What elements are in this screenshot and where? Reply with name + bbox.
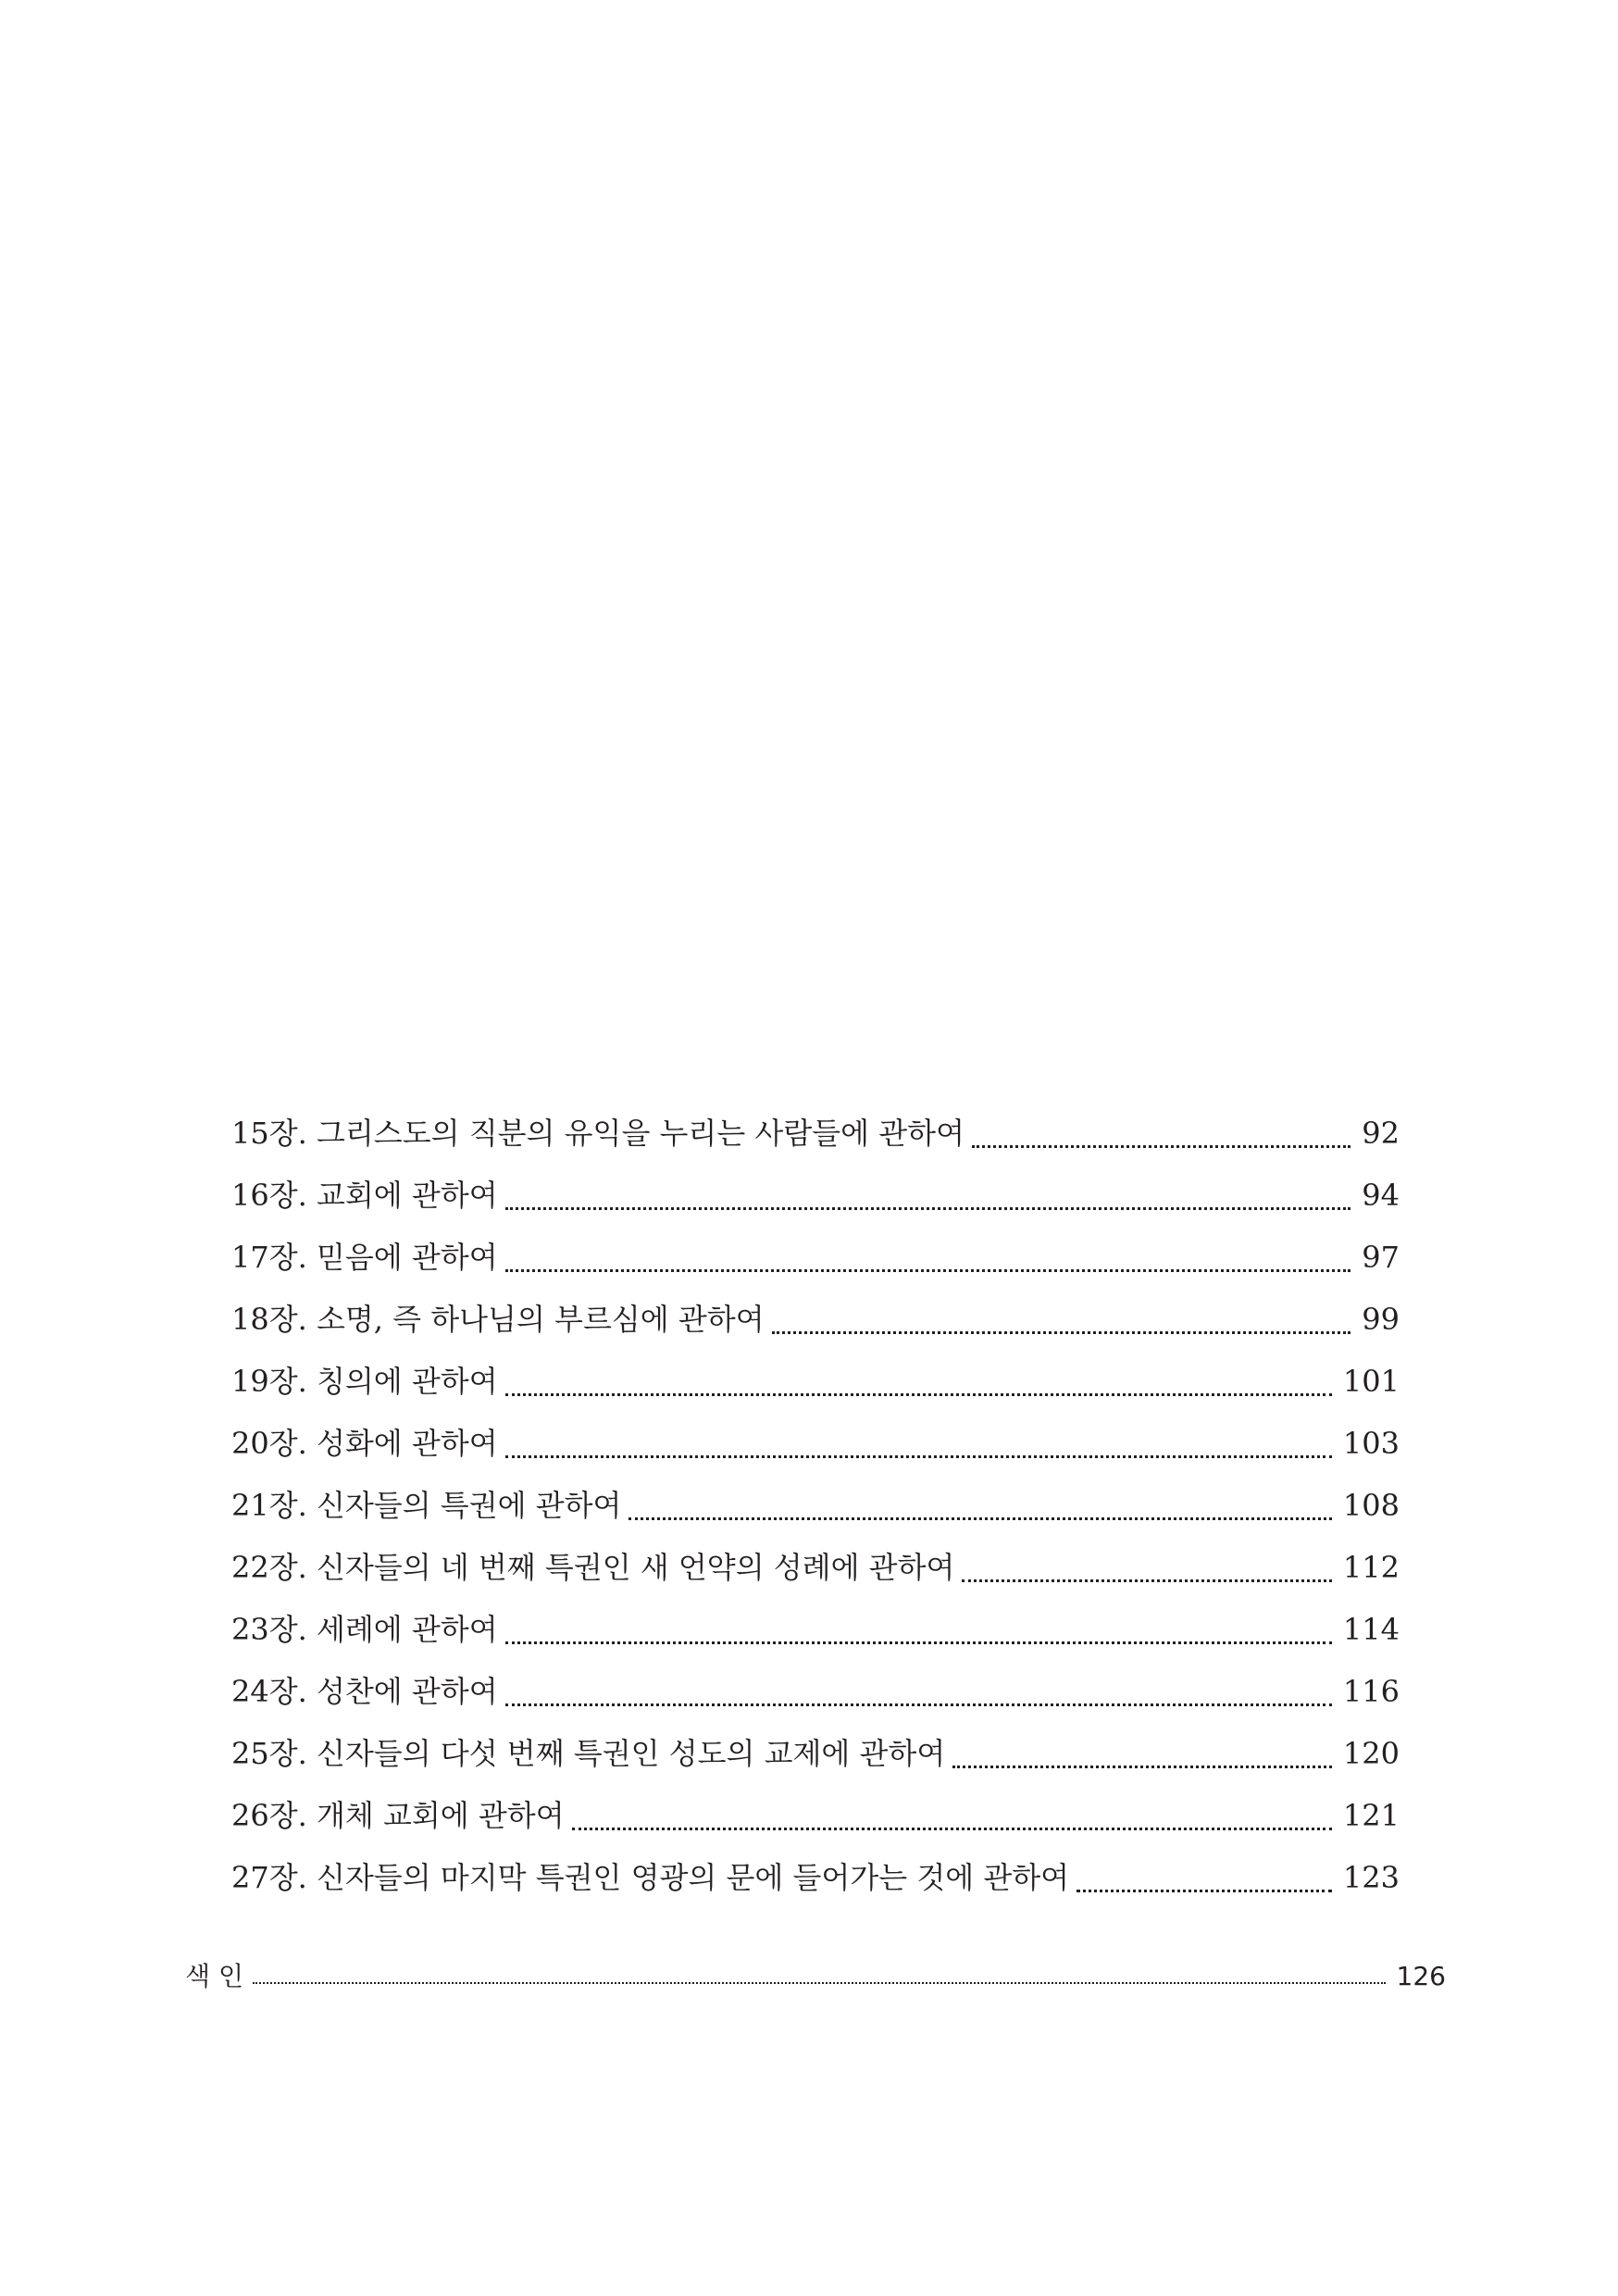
toc-entry-page: 112	[1342, 1550, 1400, 1585]
toc-entry-page: 114	[1342, 1612, 1400, 1647]
toc-entry-title: 17장. 믿음에 관하여	[231, 1240, 498, 1275]
toc-entry-page: 103	[1342, 1426, 1400, 1461]
toc-entry-page: 94	[1362, 1178, 1400, 1213]
dot-leader	[505, 1269, 1351, 1272]
dot-leader	[952, 1766, 1332, 1768]
toc-entry[interactable]	[231, 1723, 1400, 1785]
dot-leader	[505, 1703, 1332, 1706]
toc-entry-title: 20장. 성화에 관하여	[231, 1426, 498, 1461]
toc-entry[interactable]	[231, 1165, 1400, 1227]
toc-entry[interactable]	[231, 1599, 1400, 1661]
toc-entry-title: 21장. 신자들의 특권에 관하여	[231, 1488, 622, 1523]
toc-entry[interactable]	[231, 1103, 1400, 1165]
toc-entry-page: 92	[1362, 1116, 1400, 1151]
toc-entry[interactable]	[231, 1537, 1400, 1599]
dot-leader	[972, 1145, 1350, 1148]
toc-entry-title: 16장. 교회에 관하여	[231, 1178, 498, 1213]
index-title: 색 인	[185, 1961, 243, 1991]
toc-entry[interactable]	[231, 1785, 1400, 1847]
toc-entry[interactable]	[231, 1351, 1400, 1413]
toc-entry-page: 116	[1342, 1674, 1400, 1709]
dot-leader	[772, 1331, 1351, 1334]
toc-entry-page: 120	[1342, 1736, 1400, 1771]
dot-leader	[505, 1455, 1332, 1458]
toc-entry[interactable]	[231, 1289, 1400, 1351]
toc-entry[interactable]	[231, 1227, 1400, 1289]
dot-leader	[572, 1828, 1332, 1830]
toc-entry-page: 97	[1362, 1240, 1400, 1275]
index-entry[interactable]	[185, 1949, 1446, 2004]
toc-entry-title: 23장. 세례에 관하여	[231, 1612, 498, 1647]
toc-entry-page: 108	[1342, 1488, 1400, 1523]
toc-entry-title: 15장. 그리스도의 직분의 유익을 누리는 사람들에 관하여	[231, 1116, 965, 1151]
toc-entry-page: 123	[1342, 1860, 1400, 1895]
dot-leader	[962, 1579, 1332, 1582]
toc-entry[interactable]	[231, 1847, 1400, 1909]
toc-entry-title: 19장. 칭의에 관하여	[231, 1364, 498, 1399]
toc-entry-page: 121	[1342, 1798, 1400, 1833]
toc-entry-title: 24장. 성찬에 관하여	[231, 1674, 498, 1709]
dot-leader	[629, 1517, 1331, 1520]
toc-entry[interactable]	[231, 1661, 1400, 1723]
toc-entry-title: 25장. 신자들의 다섯 번째 특권인 성도의 교제에 관하여	[231, 1736, 946, 1771]
index-page: 126	[1396, 1961, 1446, 1991]
toc-entry-page: 101	[1342, 1364, 1400, 1399]
table-of-contents	[231, 1103, 1400, 1909]
toc-entry-title: 26장. 개체 교회에 관하여	[231, 1798, 565, 1833]
toc-entry-page: 99	[1362, 1302, 1400, 1337]
toc-entry[interactable]	[231, 1475, 1400, 1537]
dot-leader	[253, 1982, 1386, 1984]
toc-entry-title: 22장. 신자들의 네 번째 특권인 새 언약의 성례에 관하여	[231, 1550, 955, 1585]
dot-leader	[505, 1393, 1332, 1396]
toc-entry[interactable]	[231, 1413, 1400, 1475]
dot-leader	[505, 1207, 1351, 1210]
dot-leader	[1077, 1890, 1332, 1892]
toc-entry-title: 27장. 신자들의 마지막 특권인 영광의 문에 들어가는 것에 관하여	[231, 1860, 1070, 1895]
toc-entry-title: 18장. 소명, 즉 하나님의 부르심에 관하여	[231, 1302, 765, 1337]
dot-leader	[505, 1641, 1332, 1644]
